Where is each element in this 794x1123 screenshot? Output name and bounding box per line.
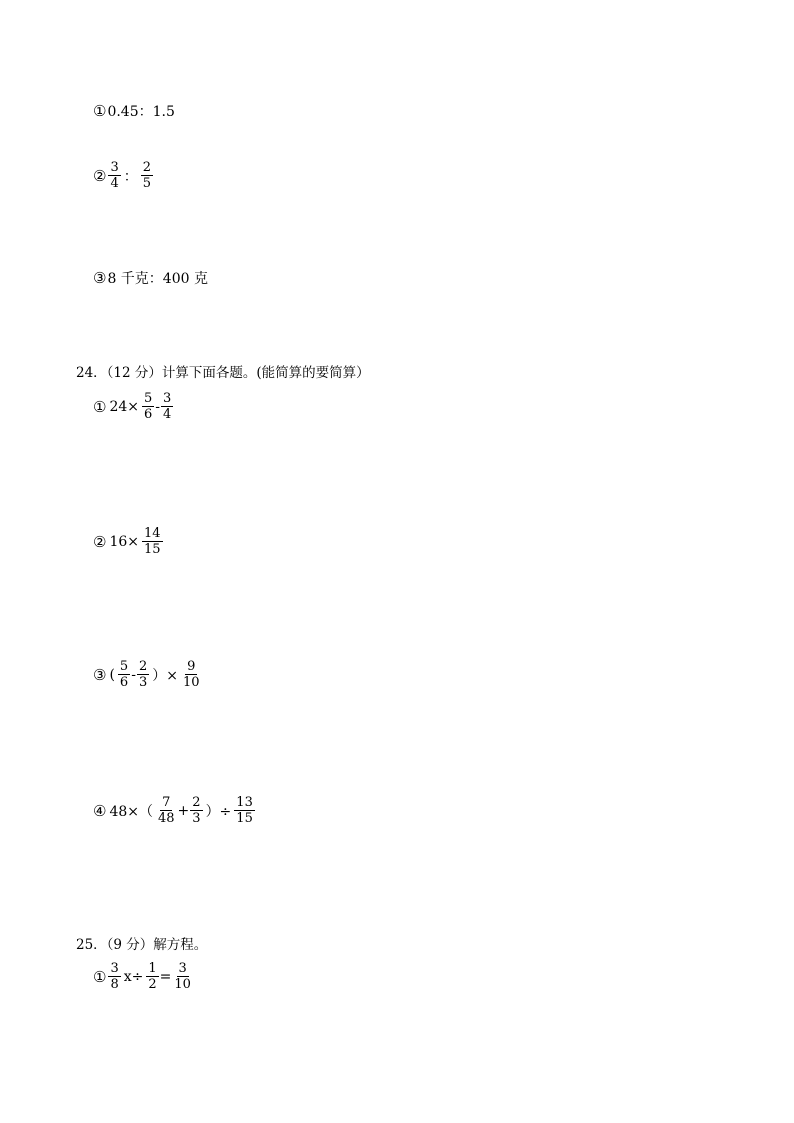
numerator: 13 — [236, 795, 253, 810]
numerator: 3 — [110, 160, 119, 175]
item-marker: ② — [93, 166, 107, 185]
ratio-item-3 — [93, 268, 208, 288]
numerator: 5 — [119, 659, 129, 674]
fraction — [156, 795, 177, 826]
ratio-item-2 — [93, 160, 154, 191]
fraction — [141, 160, 153, 191]
fraction — [137, 659, 149, 690]
item-marker: ③ — [93, 665, 107, 684]
fraction — [190, 795, 202, 826]
fraction — [234, 795, 255, 826]
question-24-heading — [76, 361, 370, 381]
ratio-expression: 0.45：1.5 — [107, 104, 175, 120]
numerator: 14 — [144, 526, 161, 541]
denominator: 6 — [119, 675, 129, 690]
operator: + — [177, 802, 190, 819]
numerator: 5 — [144, 391, 153, 406]
numerator: 3 — [178, 961, 187, 976]
item-marker: ① — [93, 102, 107, 120]
question-text: 24．（12 分）计算下面各题。(能简算的要简算） — [76, 365, 370, 381]
numerator: 2 — [138, 659, 148, 674]
denominator: 3 — [138, 675, 148, 690]
open-paren: ( — [109, 666, 115, 683]
numerator: 3 — [163, 391, 172, 406]
question-text: 25．（9 分）解方程。 — [76, 937, 208, 953]
denominator: 4 — [110, 176, 119, 191]
numerator: 7 — [162, 795, 171, 810]
fraction — [142, 391, 154, 422]
close-paren-times: ）× — [152, 667, 178, 684]
denominator: 10 — [182, 675, 200, 690]
ratio-expression: 8 千克：400 克 — [107, 271, 208, 287]
term: 48×（ — [109, 803, 153, 820]
operator: - — [131, 666, 136, 683]
operator: - — [155, 398, 161, 415]
denominator: 8 — [110, 977, 119, 992]
denominator: 10 — [174, 977, 191, 992]
item-marker: ① — [93, 967, 107, 986]
q24-problem-2 — [93, 526, 164, 557]
q24-problem-4 — [93, 795, 256, 826]
item-marker: ③ — [93, 269, 107, 287]
term: 24× — [109, 398, 139, 415]
q25-problem-1 — [93, 961, 194, 992]
numerator: 9 — [187, 659, 196, 674]
fraction — [172, 961, 193, 992]
fraction — [142, 526, 163, 557]
fraction — [108, 961, 120, 992]
equals-sign: = — [159, 968, 172, 985]
item-marker: ④ — [93, 801, 107, 820]
q24-problem-1 — [93, 391, 174, 422]
denominator: 4 — [163, 407, 172, 422]
ratio-item-1 — [93, 101, 175, 121]
item-marker: ① — [93, 397, 107, 416]
denominator: 5 — [142, 176, 152, 191]
ratio-sign: ： — [123, 168, 138, 185]
question-25-heading — [76, 933, 207, 953]
denominator: 2 — [148, 977, 157, 992]
q24-problem-3 — [93, 659, 203, 690]
denominator: 3 — [192, 811, 201, 826]
denominator: 15 — [144, 542, 161, 557]
term: 16× — [109, 533, 139, 550]
fraction — [118, 659, 130, 690]
numerator: 3 — [110, 961, 119, 976]
numerator: 2 — [142, 160, 152, 175]
close-paren-divide: ）÷ — [205, 803, 232, 820]
denominator: 6 — [144, 407, 153, 422]
numerator: 1 — [148, 961, 157, 976]
fraction — [146, 961, 158, 992]
numerator: 2 — [192, 795, 201, 810]
item-marker: ② — [93, 532, 107, 551]
fraction — [181, 659, 202, 690]
fraction — [161, 391, 173, 422]
denominator: 48 — [158, 811, 175, 826]
term: x÷ — [123, 968, 144, 985]
denominator: 15 — [236, 811, 253, 826]
fraction — [108, 160, 120, 191]
